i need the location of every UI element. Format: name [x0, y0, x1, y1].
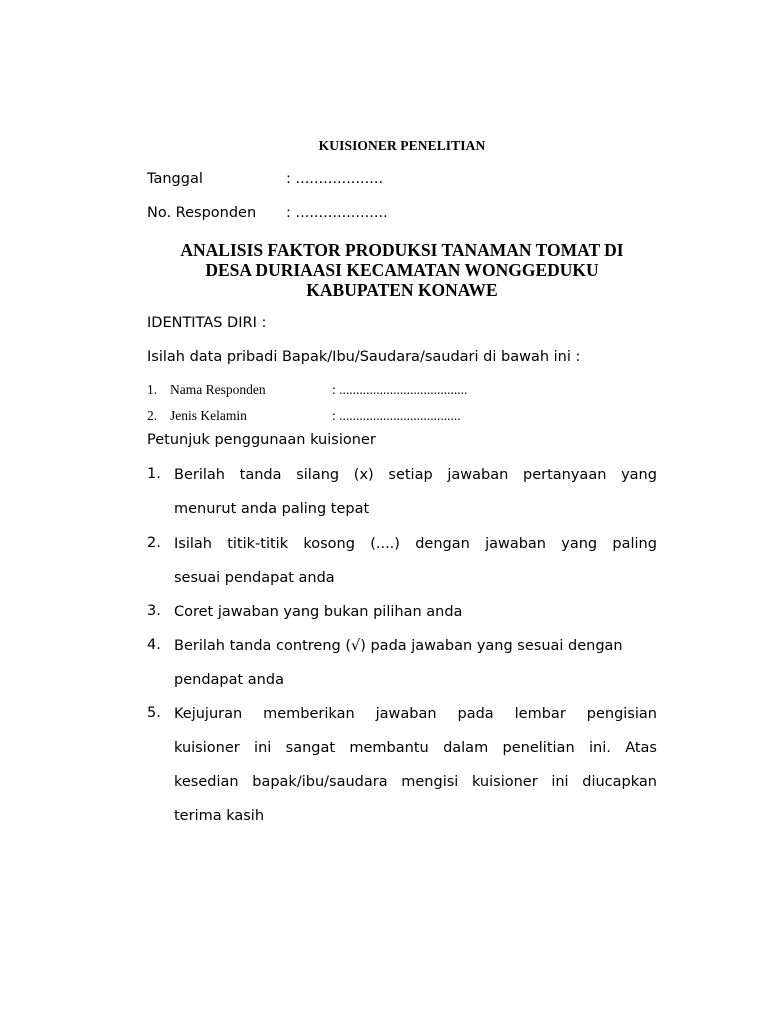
word: Atas	[625, 740, 657, 756]
date-label: Tanggal	[147, 171, 203, 187]
word: ini	[551, 774, 569, 790]
guide-item-1	[147, 466, 657, 534]
identity-heading: IDENTITAS DIRI :	[147, 315, 267, 331]
guide-item-line: menurut anda paling tepat	[174, 501, 370, 517]
word: mengisi	[401, 774, 459, 790]
word: titik-titik	[227, 536, 289, 552]
guide-item-4	[147, 637, 657, 705]
guide-item-3	[147, 603, 657, 637]
guide-heading: Petunjuk penggunaan kuisioner	[147, 432, 376, 448]
guide-item-line	[174, 466, 657, 500]
word: ini.	[588, 740, 611, 756]
word: jawaban	[447, 467, 509, 483]
word: kuisioner	[471, 774, 538, 790]
guide-item-line: pendapat anda	[174, 672, 284, 688]
identity-item-label: Nama Responden	[170, 382, 266, 397]
identity-item-label: Jenis Kelamin	[170, 408, 247, 423]
word: membantu	[349, 740, 429, 756]
guide-item-number: 2.	[147, 535, 161, 551]
word: tanda	[239, 467, 282, 483]
word: diucapkan	[582, 774, 657, 790]
word: pengisian	[586, 706, 657, 722]
word: pertanyaan	[523, 467, 607, 483]
word: kuisioner	[174, 740, 240, 756]
identity-item-gender	[147, 408, 461, 424]
word: lembar	[514, 706, 566, 722]
word: kosong	[303, 536, 355, 552]
word: dengan	[415, 536, 470, 552]
guide-item-line	[174, 773, 657, 807]
guide-item-line: Coret jawaban yang bukan pilihan anda	[174, 604, 463, 620]
identity-item-number: 1.	[147, 382, 158, 397]
word: memberikan	[263, 706, 355, 722]
guide-item-line: terima kasih	[174, 808, 265, 824]
respondent-number-value: : ....................	[286, 205, 388, 221]
research-title	[147, 240, 657, 300]
word: dalam	[443, 740, 489, 756]
guide-item-number: 4.	[147, 637, 161, 653]
word: (x)	[353, 467, 374, 483]
document-title: KUISIONER PENELITIAN	[318, 138, 486, 153]
guide-item-number: 5.	[147, 705, 161, 721]
word: kesedian	[174, 774, 239, 790]
guide-item-line	[174, 535, 657, 569]
identity-item-value: : ....................................	[332, 408, 461, 423]
word: paling	[612, 536, 657, 552]
word: Kejujuran	[174, 706, 243, 722]
guide-item-line: sesuai pendapat anda	[174, 570, 335, 586]
date-value: : ...................	[286, 171, 384, 187]
respondent-number-field	[147, 205, 388, 221]
word: silang	[296, 467, 340, 483]
word: yang	[561, 536, 598, 552]
word: sangat	[285, 740, 336, 756]
word: Berilah	[174, 467, 225, 483]
word: penelitian	[502, 740, 575, 756]
guide-item-line: Berilah tanda contreng (√) pada jawaban yang sesuai dengan	[174, 638, 623, 654]
research-title-line-1: ANALISIS FAKTOR PRODUKSI TANAMAN TOMAT DI	[180, 240, 624, 260]
guide-item-2	[147, 535, 657, 603]
word: yang	[621, 467, 657, 483]
respondent-number-label: No. Responden	[147, 205, 257, 221]
guide-item-number: 3.	[147, 603, 161, 619]
guide-item-line	[174, 705, 657, 739]
guide-item-5	[147, 705, 657, 841]
research-title-line-3: KABUPATEN KONAWE	[306, 280, 498, 300]
word: pada	[457, 706, 494, 722]
identity-item-value: : ......................................	[332, 382, 468, 397]
date-field	[147, 171, 383, 187]
word: jawaban	[375, 706, 437, 722]
word: Isilah	[174, 536, 212, 552]
word: setiap	[388, 467, 433, 483]
identity-instruction: Isilah data pribadi Bapak/Ibu/Saudara/saudari di bawah ini :	[147, 349, 581, 365]
identity-item-name	[147, 382, 467, 398]
guide-item-line	[174, 739, 657, 773]
identity-item-number: 2.	[147, 408, 158, 423]
word: bapak/ibu/saudara	[252, 774, 388, 790]
word: (....)	[370, 536, 400, 552]
word: ini	[254, 740, 272, 756]
research-title-line-2: DESA DURIAASI KECAMATAN WONGGEDUKU	[205, 260, 599, 280]
guide-item-number: 1.	[147, 466, 161, 482]
word: jawaban	[485, 536, 547, 552]
